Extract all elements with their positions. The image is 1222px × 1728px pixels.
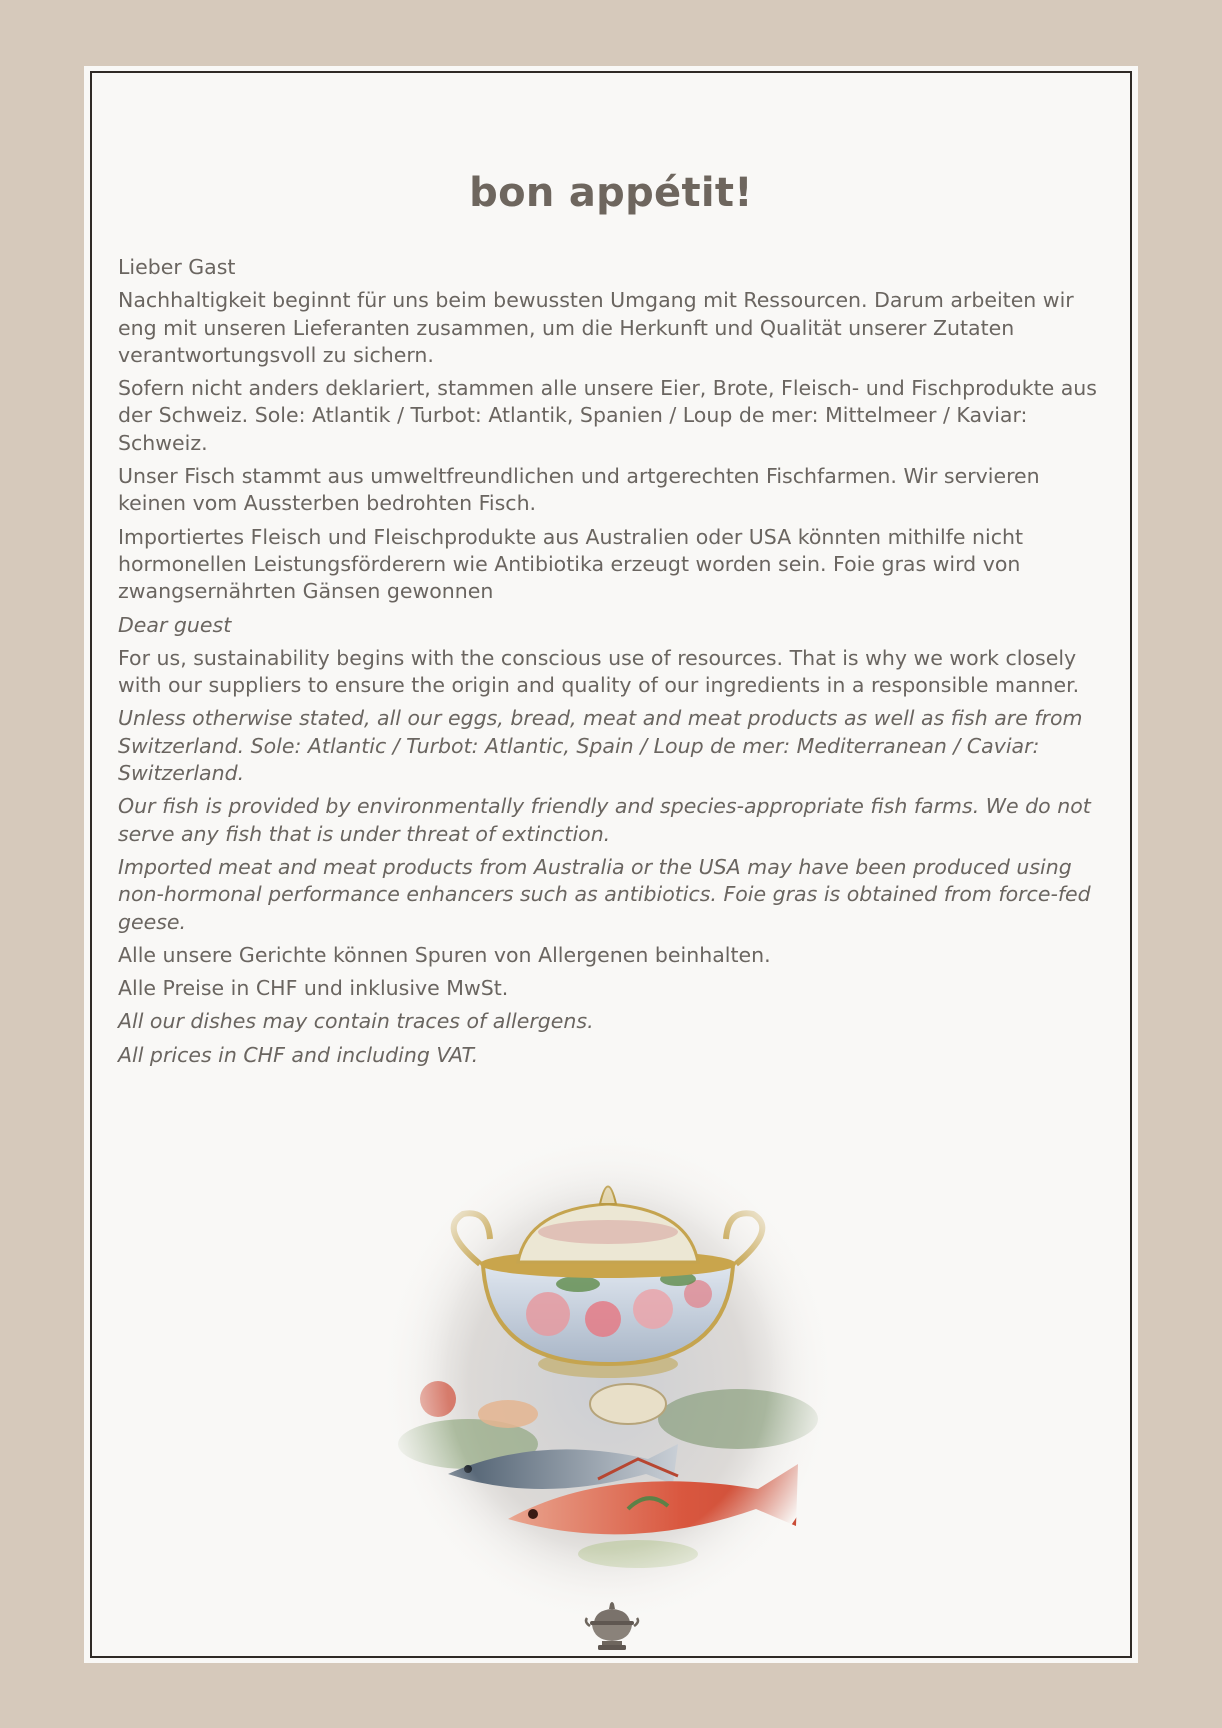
- english-paragraph-fish: Our fish is provided by environmentally friendly and species-appropriate fish farms. We do not serve any fish that is under threat of extinction.: [118, 794, 1091, 846]
- tureen-with-fish-illustration: [378, 1114, 838, 1614]
- prices-note-en: All prices in CHF and including VAT.: [118, 1042, 479, 1067]
- info-text: [118, 254, 1108, 1075]
- menu-page: [84, 66, 1138, 1663]
- english-salutation: Dear guest: [118, 612, 232, 637]
- german-salutation: Lieber Gast: [118, 255, 236, 279]
- english-paragraph-imported-meat: Imported meat and meat products from Australia or the USA may have been produced using non-hormonal performance enhancers such as antibiotics. Foie gras is obtained from force-fed geese.: [118, 854, 1091, 934]
- prices-note-de: Alle Preise in CHF und inklusive MwSt.: [118, 976, 509, 1001]
- english-paragraph-sustainability: For us, sustainability begins with the conscious use of resources. That is why we work closely with our suppliers to ensure the origin and quality of our ingredients in a responsible manner.: [118, 645, 1080, 698]
- page-title: bon appétit!: [469, 170, 753, 216]
- german-paragraph-origin: Sofern nicht anders deklariert, stammen alle unsere Eier, Brote, Fleisch- und Fischprodukte aus der Schweiz. Sole: Atlantik / Turbot: Atlantik, Spanien / Loup de mer: Mittelmeer / Kaviar: Schweiz.: [118, 376, 1097, 455]
- english-paragraph-origin: Unless otherwise stated, all our eggs, bread, meat and meat products as well as fish are from Switzerland. Sole: Atlantic / Turbot: Atlantic, Spain / Loup de mer: Mediterranean / Caviar: Switzerland.: [118, 706, 1083, 786]
- allergens-note-en: All our dishes may contain traces of allergens.: [118, 1009, 594, 1034]
- german-paragraph-sustainability: Nachhaltigkeit beginnt für uns beim bewussten Umgang mit Ressourcen. Darum arbeiten wir eng mit unseren Lieferanten zusammen, um die Herkunft und Qualität unserer Zutaten verantwortungsvoll zu sichern.: [118, 288, 1074, 367]
- allergens-note-de: Alle unsere Gerichte können Spuren von Allergenen beinhalten.: [118, 942, 771, 967]
- german-paragraph-fish: Unser Fisch stammt aus umweltfreundlichen und artgerechten Fischfarmen. Wir servieren keinen vom Aussterben bedrohten Fisch.: [118, 464, 1040, 516]
- tureen-emblem-icon: [582, 1600, 642, 1652]
- german-paragraph-imported-meat: Importiertes Fleisch und Fleischprodukte aus Australien oder USA könnten mithilfe nicht hormonellen Leistungsförderern wie Antibiotika erzeugt worden sein. Foie gras wird von zwangsernährten Gänsen gewonnen: [118, 524, 1023, 604]
